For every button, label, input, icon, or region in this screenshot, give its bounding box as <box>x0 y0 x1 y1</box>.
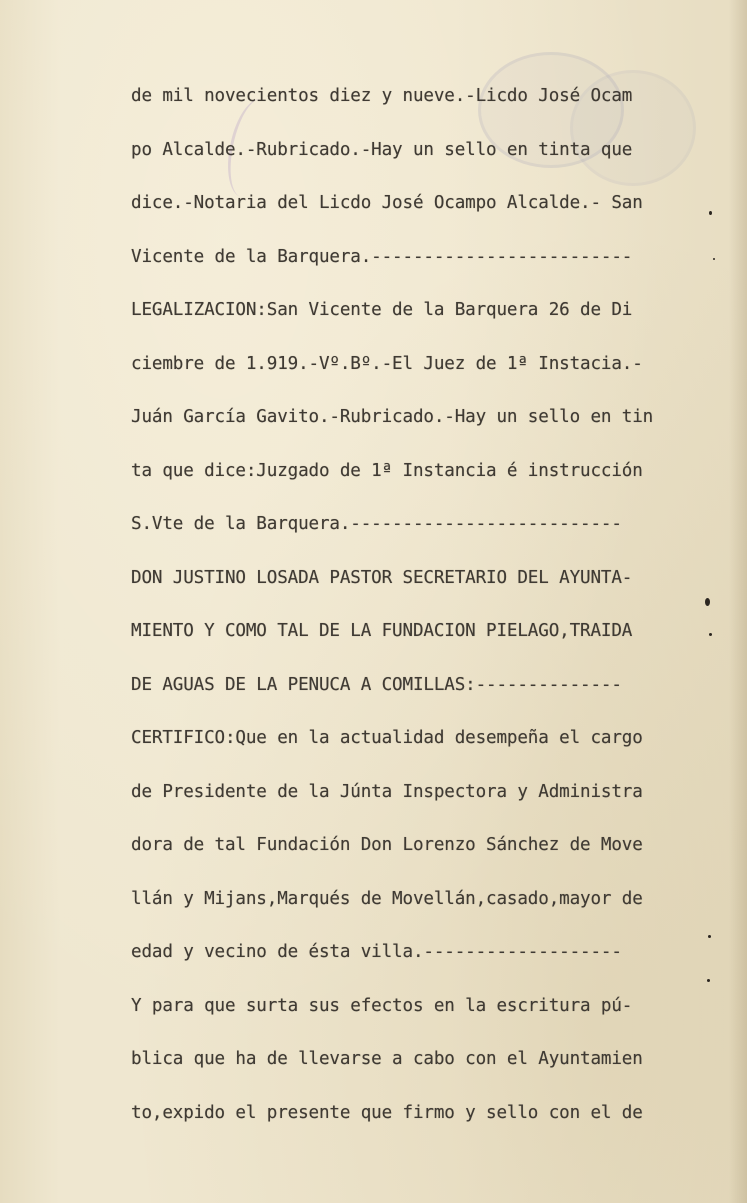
ink-speck <box>709 633 712 636</box>
text-line: blica que ha de llevarse a cabo con el Ayuntamien <box>131 1049 643 1069</box>
typewritten-text <box>131 78 671 1148</box>
text-line: ciembre de 1.919.-Vº.Bº.-El Juez de 1ª Instacia.- <box>131 353 643 374</box>
text-line: dora de tal Fundación Don Lorenzo Sánchez de Move <box>131 835 643 855</box>
text-line: de Presidente de la Júnta Inspectora y Administra <box>131 781 643 802</box>
text-line: edad y vecino de ésta villa.------------------- <box>131 942 622 962</box>
text-line: MIENTO Y COMO TAL DE LA FUNDACION PIELAGO,TRAIDA <box>131 621 633 641</box>
text-line: Y para que surta sus efectos en la escritura pú- <box>131 995 633 1016</box>
text-line: de mil novecientos diez y nueve.-Licdo José Ocam <box>131 86 633 106</box>
text-line: DE AGUAS DE LA PENUCA A COMILLAS:-------------- <box>131 674 622 695</box>
text-line: Vicente de la Barquera.------------------------- <box>131 246 633 267</box>
ink-speck <box>709 211 712 215</box>
text-line: to,expido el presente que firmo y sello con el de <box>131 1102 643 1123</box>
text-line: Juán García Gavito.-Rubricado.-Hay un sello en tin <box>131 407 654 427</box>
ink-speck <box>707 979 710 982</box>
text-line: po Alcalde.-Rubricado.-Hay un sello en tinta que <box>131 139 633 160</box>
ink-speck <box>713 258 715 260</box>
text-line: dice.-Notaria del Licdo José Ocampo Alcalde.- San <box>131 193 643 213</box>
text-line: CERTIFICO:Que en la actualidad desempeña el cargo <box>131 728 643 748</box>
ink-speck <box>708 935 711 938</box>
text-line: ta que dice:Juzgado de 1ª Instancia é instrucción <box>131 460 643 481</box>
text-line: S.Vte de la Barquera.-------------------------- <box>131 514 622 534</box>
text-line: llán y Mijans,Marqués de Movellán,casado,mayor de <box>131 888 643 909</box>
ink-speck <box>705 598 710 606</box>
page-edge-shadow <box>729 0 747 1203</box>
text-line: DON JUSTINO LOSADA PASTOR SECRETARIO DEL AYUNTA- <box>131 567 633 588</box>
text-line: LEGALIZACION:San Vicente de la Barquera 26 de Di <box>131 300 633 320</box>
